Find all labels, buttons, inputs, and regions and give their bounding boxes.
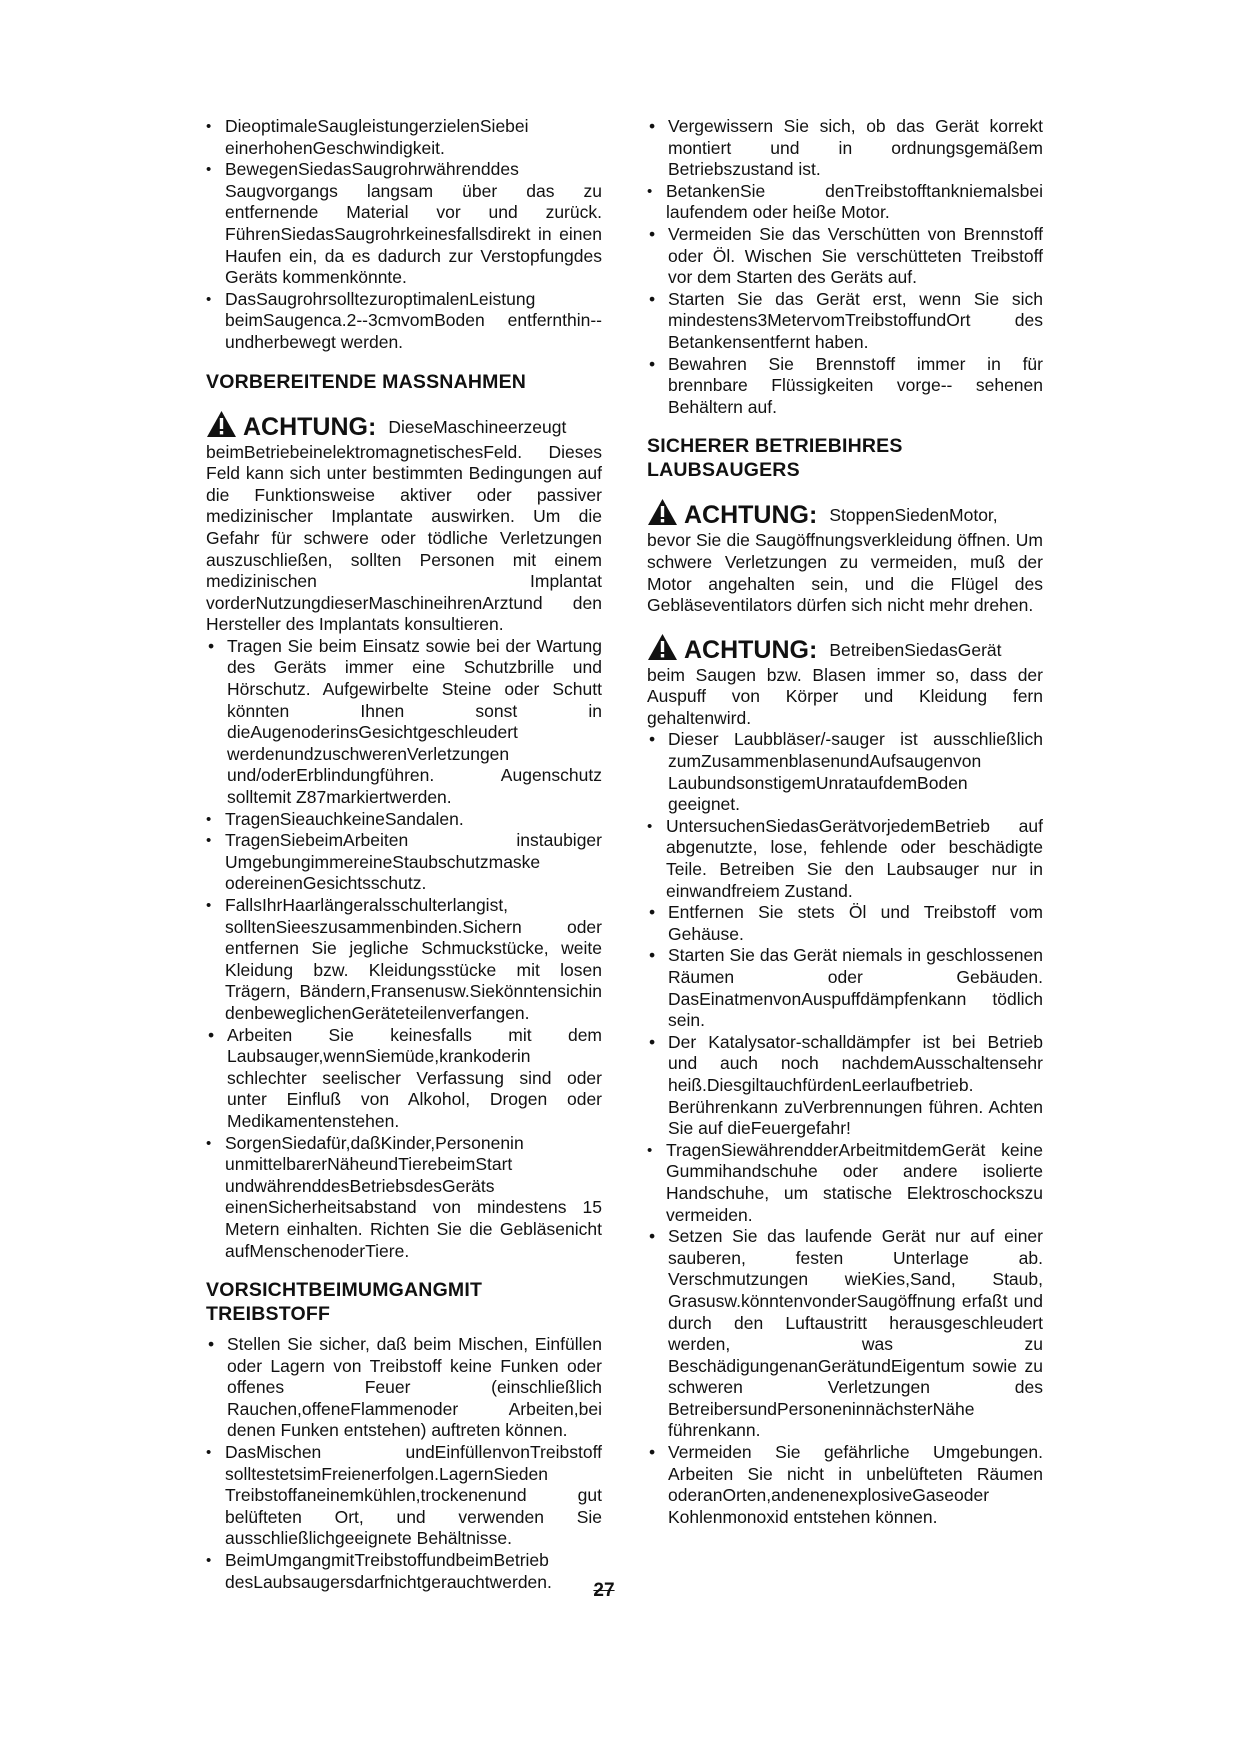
warning-text: beim Saugen bzw. Blasen immer so, dass der Auspuff von Körper und Kleidung fern gehaltenwird. <box>647 664 1043 728</box>
warning-word: ACHTUNG: <box>684 635 818 664</box>
bullet-item: • Arbeiten Sie keinesfalls mit dem Laubsauger,wennSiemüde,krankoderin schlechter seelischer Verfassung sind oder unter Einfluß von Alkohol, Drogen oder Medikamentenstehen. <box>206 1025 602 1133</box>
warning-triangle-icon <box>647 498 678 526</box>
page-number: 27 <box>593 1580 615 1601</box>
warning-word: ACHTUNG: <box>243 412 377 441</box>
warning-block-stop-motor <box>647 492 1043 616</box>
bullet-item: • DieoptimaleSaugleistungerzielenSiebei einerhohenGeschwindigkeit. <box>206 116 602 159</box>
bullet-item: • SorgenSiedafür,daßKinder,Personenin unmittelbarerNäheundTierebeimStart undwährenddesBetriebsdesGeräts einenSicherheitsabstand von mindestens 15 Metern einhalten. Richten Sie die Gebläsenicht aufMenschenoderTiere. <box>206 1133 602 1263</box>
bullet-item: • TragenSiewährendderArbeitmitdemGerät keine Gummihandschuhe oder andere isolierte Handschuhe, um statische Elektroschockszu vermeiden. <box>647 1140 1043 1226</box>
bullet-item: • Vermeiden Sie gefährliche Umgebungen. Arbeiten Sie nicht in unbelüfteten Räumen oderanOrten,andenenexplosiveGaseoder Kohlenmonoxid entstehen können. <box>647 1442 1043 1528</box>
bullet-item: • DasMischen undEinfüllenvonTreibstoff solltestetsimFreienerfolgen.LagernSieden Treibstoffaneinemkühlen,trockenenund gut belüfteten Ort, und verwenden Sie ausschließlichgeeignete Behältnisse. <box>206 1442 602 1550</box>
bullet-item: • UntersuchenSiedasGerätvorjedemBetrieb auf abgenutzte, lose, fehlende oder beschädigte Teile. Betreiben Sie den Laubsauger nur in einwandfreiem Zustand. <box>647 816 1043 902</box>
bullet-item: • Tragen Sie beim Einsatz sowie bei der Wartung des Geräts immer eine Schutzbrille und Hörschutz. Aufgewirbelte Steine oder Schutt könnten Ihnen sonst in dieAugenoderinsGesichtgeschleudert werdenundzuschwerenVerletzungen und/oderErblindungführen. Augenschutz solltemit Z87markiertwerden. <box>206 636 602 809</box>
right-column <box>647 116 1043 1528</box>
warning-block-exhaust <box>647 627 1043 730</box>
warning-first-words: DieseMaschineerzeugt <box>388 416 567 437</box>
bullet-item: • Starten Sie das Gerät niemals in geschlossenen Räumen oder Gebäuden. DasEinatmenvonAuspuffdämpfenkann tödlich sein. <box>647 945 1043 1031</box>
warning-first-words: StoppenSiedenMotor, <box>829 505 998 526</box>
bullet-item: • Entfernen Sie stets Öl und Treibstoff vom Gehäuse. <box>647 902 1043 945</box>
bullet-item: • Vergewissern Sie sich, ob das Gerät korrekt montiert und in ordnungsgemäßem Betriebszustand ist. <box>647 116 1043 181</box>
bullet-item: • BetankenSie denTreibstofftankniemalsbei laufendem oder heiße Motor. <box>647 181 1043 224</box>
left-column <box>206 116 602 1593</box>
warning-triangle-icon <box>206 410 237 438</box>
bullet-item: • TragenSieauchkeineSandalen. <box>206 809 602 831</box>
bullet-item: • Starten Sie das Gerät erst, wenn Sie sich mindestens3MetervomTreibstoffundOrt des Betankensentfernt haben. <box>647 289 1043 354</box>
bullet-item: • Der Katalysator-schalldämpfer ist bei Betrieb und auch noch nachdemAusschaltensehr heiß.DiesgiltauchfürdenLeerlaufbetrieb. Berührenkann zuVerbrennungen führen. Achten Sie auf dieFeuergefahr! <box>647 1032 1043 1140</box>
bullet-item: • BeimUmgangmitTreibstoffundbeimBetrieb desLaubsaugersdarfnichtgerauchtwerden. <box>206 1550 602 1593</box>
warning-word: ACHTUNG: <box>684 501 818 530</box>
bullet-item: • BewegenSiedasSaugrohrwährenddes Saugvorgangs langsam über das zu entfernende Material vor und zurück. FührenSiedasSaugrohrkeinesfallsdirekt in einen Haufen ein, da es dadurch zur Verstopfungdes Geräts kommenkönnte. <box>206 159 602 289</box>
bullet-item: • DasSaugrohrsolltezuroptimalenLeistung beimSaugenca.2--3cmvomBoden entfernthin--undherbewegt werden. <box>206 289 602 354</box>
warning-triangle-icon <box>647 633 678 661</box>
warning-text: beimBetriebeinelektromagnetischesFeld. Dieses Feld kann sich unter bestimmten Bedingungen auf die Funktionsweise aktiver oder passiver medizinischer Implantate auswirken. Um die Gefahr für schwere oder tödliche Verletzungen auszuschließen, sollten Personen mit einem medizinischen Implantat vorderNutzungdieserMaschineihrenArztund den Hersteller des Implantats konsultieren. <box>206 441 602 635</box>
section-heading-sicherer-betrieb: SICHERER BETRIEBIHRES LAUBSAUGERS <box>647 435 903 482</box>
bullet-item: • FallsIhrHaarlängeralsschulterlangist, solltenSieeszusammenbinden.Sichern oder entfernen Sie jegliche Schmuckstücke, weite Kleidung bzw. Kleidungsstücke mit losen Trägern, Bändern,Fransenusw.Siekönntensichin denbeweglichenGeräteteilenverfangen. <box>206 895 602 1025</box>
bullet-item: • Vermeiden Sie das Verschütten von Brennstoff oder Öl. Wischen Sie verschütteten Treibstoff vor dem Starten des Geräts auf. <box>647 224 1043 289</box>
warning-first-words: BetreibenSiedasGerät <box>829 639 1002 660</box>
bullet-item: • TragenSiebeimArbeiten instaubiger UmgebungimmereineStaubschutzmaske odereinenGesichtsschutz. <box>206 830 602 895</box>
bullet-item: • Setzen Sie das laufende Gerät nur auf einer sauberen, festen Unterlage ab. Verschmutzungen wieKies,Sand, Staub, Grasusw.könntenvonderSaugöffnung erfaßt und durch den Luftaustritt herausgeschleudert werden, was zu BeschädigungenanGerätundEigentum sowie zu schweren Verletzungen des BetreibersundPersoneninnächsterNähe führenkann. <box>647 1226 1043 1442</box>
section-heading-vorbereitende-massnahmen: VORBEREITENDE MASSNAHMEN <box>206 370 527 393</box>
bullet-item: • Dieser Laubbläser/-sauger ist ausschließlich zumZusammenblasenundAufsaugenvon LaubundsonstigemUnrataufdemBoden geeignet. <box>647 729 1043 815</box>
section-heading-treibstoff: VORSICHTBEIMUMGANGMIT TREIBSTOFF <box>206 1279 483 1326</box>
bullet-item: • Stellen Sie sicher, daß beim Mischen, Einfüllen oder Lagern von Treibstoff keine Funken oder offenes Feuer (einschließlich Rauchen,offeneFlammenoder Arbeiten,bei denen Funken entstehen) auftreten können. <box>206 1334 602 1442</box>
warning-block-emf <box>206 404 602 636</box>
warning-text: bevor Sie die Saugöffnungsverkleidung öffnen. Um schwere Verletzungen zu vermeiden, muß der Motor angehalten sein, und die Flügel des Gebläseventilators dürfen sich nicht mehr drehen. <box>647 530 1043 616</box>
bullet-item: • Bewahren Sie Brennstoff immer in für brennbare Flüssigkeiten vorge-- sehenen Behältern auf. <box>647 354 1043 419</box>
